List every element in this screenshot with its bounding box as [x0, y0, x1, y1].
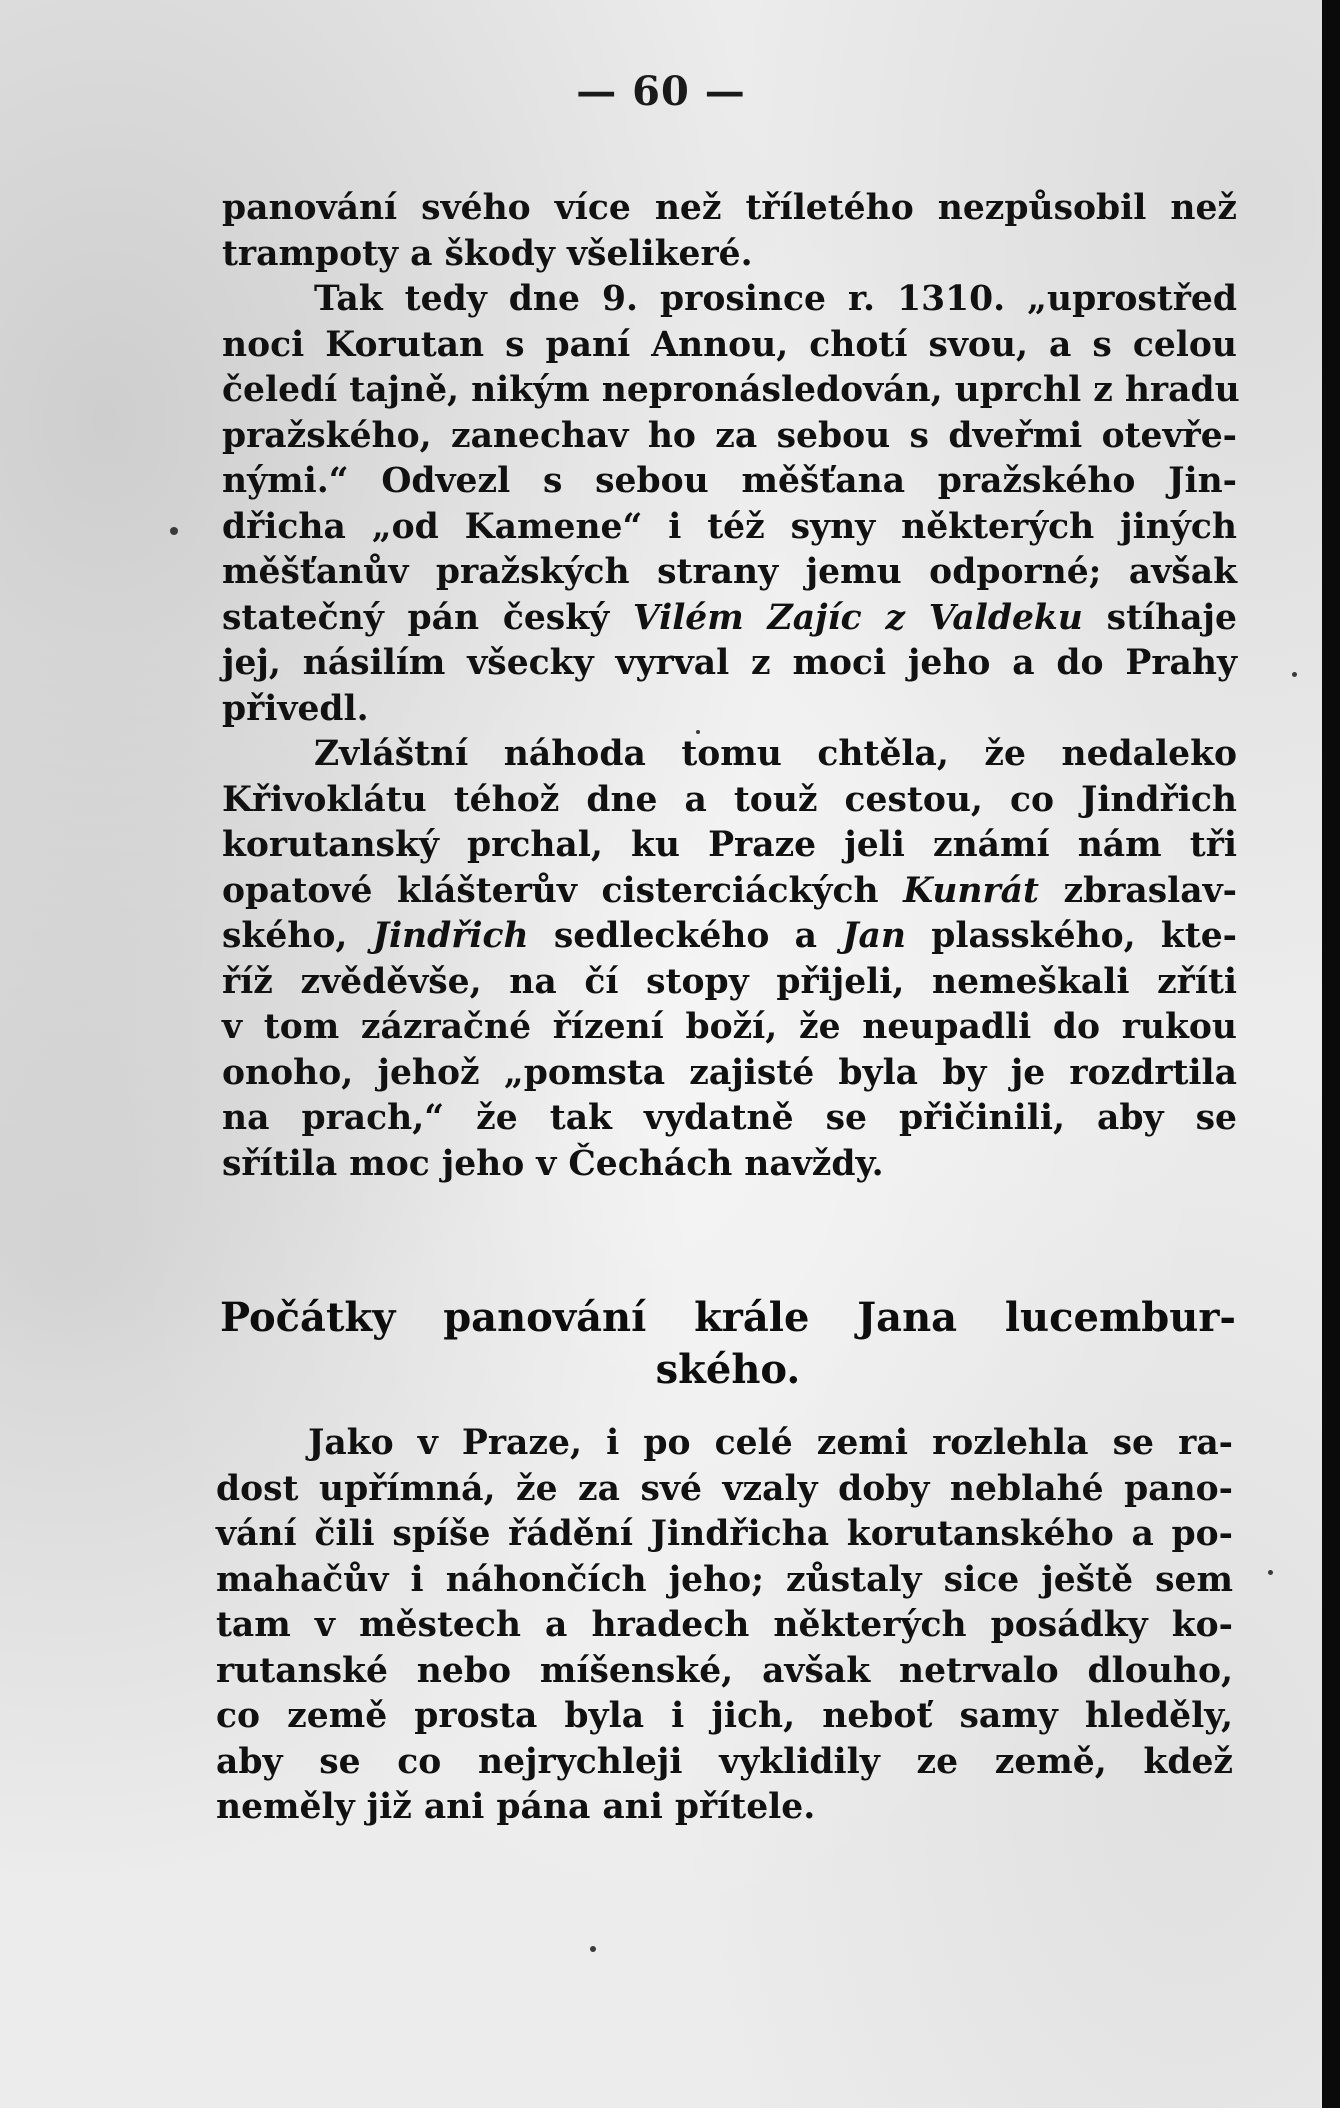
text-line: tam v městech a hradech některých posádky ko- [216, 1605, 1233, 1645]
text-span: statečný pán český [222, 597, 633, 638]
text-line-valdeku [222, 596, 1237, 642]
text-line: aby se co nejrychleji vyklidily ze země, kdež [216, 1741, 1233, 1782]
scan-speck [590, 1946, 596, 1952]
text-span: stíhaje [1082, 597, 1237, 638]
text-lines-group-2 [216, 1421, 1233, 1831]
text-line: dost upřímná, že za své vzaly doby neblahé pano- [216, 1468, 1233, 1509]
scan-border-right [1322, 0, 1340, 2126]
heading-line-2: ského. [655, 1346, 801, 1393]
text-line: neměly již ani pána ani přítele. [216, 1787, 816, 1827]
text-line: říž zvěděvše, na čí stopy přijeli, nemeškali zříti [222, 961, 1237, 1002]
person-name-italic: Vilém Zajíc z Valdeku [632, 597, 1083, 638]
text-line: Křivoklátu téhož dne a touž cestou, co Jindřich [222, 779, 1237, 820]
text-line: dřicha „od Kamene“ i též syny některých jiných [222, 506, 1237, 547]
person-name-italic: Jan [842, 916, 906, 956]
text-line: na prach,“ že tak vydatně se přičinili, aby se [222, 1098, 1237, 1138]
text-line-kunrat [222, 869, 1237, 915]
text-line: v tom zázračné řízení boží, že neupadli do rukou [222, 1007, 1237, 1047]
text-line: noci Korutan s paní Annou, chotí svou, a s celou [222, 324, 1237, 365]
text-line: měšťanův pražských strany jemu odporné; avšak [222, 552, 1237, 592]
text-line: Zvláštní náhoda tomu chtěla, že nedaleko [314, 734, 1237, 774]
text-span: opatové klášterův cisterciáckých [222, 870, 904, 911]
text-lines-group-a [222, 186, 1240, 596]
text-line: přivedl. [222, 688, 369, 729]
text-line: jej, násilím všecky vyrval z moci jeho a do Prahy [222, 643, 1237, 683]
text-line: korutanský prchal, ku Praze jeli známí nám tři [222, 825, 1237, 865]
text-line: rutanské nebo míšenské, avšak netrvalo dlouho, [216, 1650, 1233, 1691]
text-line: vání čili spíše řádění Jindřicha korutanského a po- [216, 1514, 1233, 1554]
text-span: plasského, kte- [906, 916, 1237, 956]
scan-speck [1292, 672, 1297, 677]
text-line: onoho, jehož „pomsta zajisté byla by je rozdrtila [222, 1052, 1237, 1093]
text-line: Tak tedy dne 9. prosince r. 1310. „uprostřed [314, 279, 1237, 319]
text-lines-group-d [222, 960, 1237, 1188]
text-line: panování svého více než tříletého nezpůsobil než [222, 188, 1237, 228]
scan-speck [696, 730, 700, 734]
body-text-section-2 [216, 1421, 1233, 1831]
text-line: Jako v Praze, i po celé zemi rozlehla se ra- [308, 1423, 1233, 1463]
page-number: — 60 — [576, 68, 746, 115]
body-text-section-1 [222, 186, 1240, 1187]
text-line: nými.“ Odvezl s sebou měšťana pražského Jin- [222, 461, 1237, 501]
person-name-italic: Kunrát [903, 870, 1039, 911]
scan-border-bottom [0, 2108, 1340, 2126]
text-span: zbraslav- [1038, 870, 1237, 911]
text-span: ského, [222, 916, 373, 956]
text-line-jindrich-jan [222, 914, 1237, 960]
person-name-italic: Jindřich [372, 916, 529, 956]
text-line: sřítila moc jeho v Čechách navždy. [222, 1143, 884, 1184]
text-line: co země prosta byla i jich, neboť samy hleděly, [216, 1696, 1233, 1736]
heading-line-1: Počátky panování krále Jana lucembur- [220, 1294, 1236, 1341]
section-heading [220, 1292, 1236, 1396]
text-line: čeledí tajně, nikým nepronásledován, uprchl z hradu [222, 370, 1240, 410]
text-lines-group-c [222, 641, 1237, 869]
text-span: sedleckého a [528, 916, 843, 956]
text-line: pražského, zanechav ho za sebou s dveřmi otevře- [222, 415, 1237, 456]
text-line: mahačův i náhončích jeho; zůstaly sice ještě sem [216, 1559, 1233, 1600]
text-line: trampoty a škody všelikeré. [222, 233, 753, 274]
scan-speck [1268, 1570, 1273, 1575]
scan-speck [170, 527, 178, 535]
